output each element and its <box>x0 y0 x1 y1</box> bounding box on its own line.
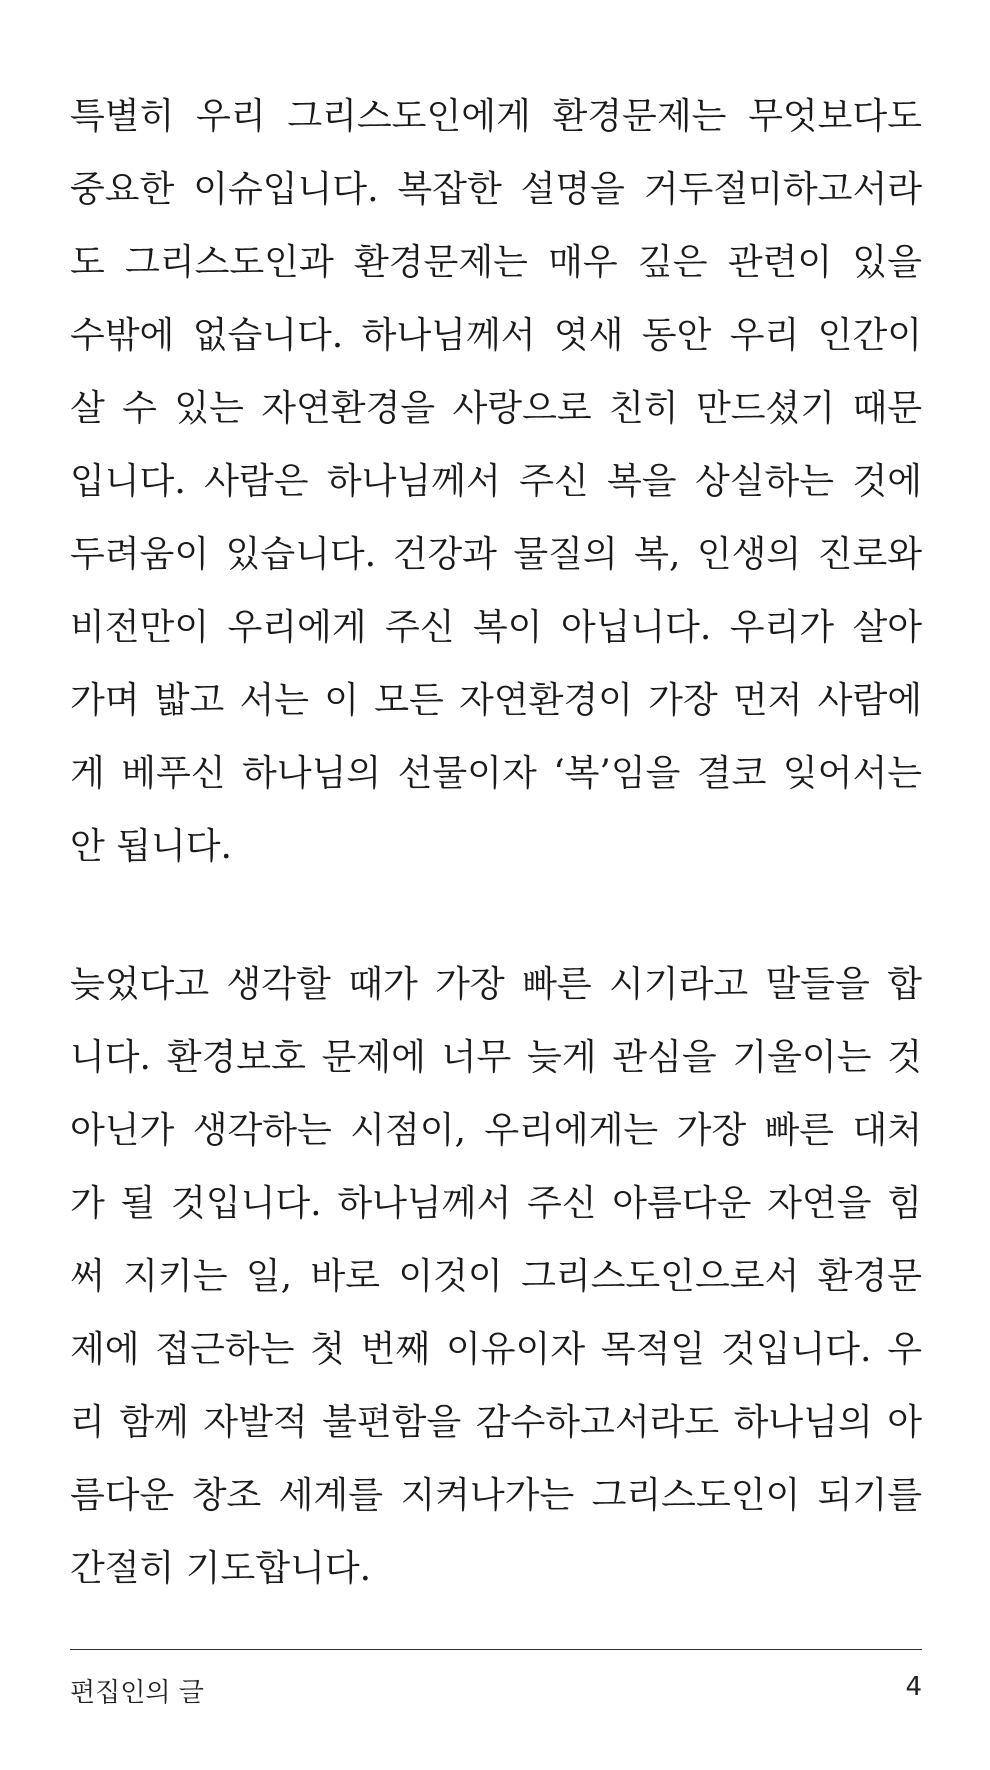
article-body <box>70 80 922 1605</box>
text-line: 가 될 것입니다. 하나님께서 주신 아름다운 자연을 힘 <box>70 1183 922 1224</box>
paragraph-1 <box>70 80 922 883</box>
text-line: 써 지키는 일, 바로 이것이 그리스도인으로서 환경문 <box>70 1256 922 1297</box>
text-line: 가며 밟고 서는 이 모든 자연환경이 가장 먼저 사람에 <box>70 680 922 721</box>
text-line: 수밖에 없습니다. 하나님께서 엿새 동안 우리 인간이 <box>70 315 922 356</box>
footer-divider <box>70 1649 922 1650</box>
text-line: 살 수 있는 자연환경을 사랑으로 친히 만드셨기 때문 <box>70 388 922 429</box>
footer-section-title: 편집인의 글 <box>70 1678 204 1708</box>
paragraph-2 <box>70 948 922 1605</box>
text-line: 비전만이 우리에게 주신 복이 아닙니다. 우리가 살아 <box>70 607 922 648</box>
text-line: 안 됩니다. <box>70 826 232 867</box>
text-line: 두려움이 있습니다. 건강과 물질의 복, 인생의 진로와 <box>70 534 922 575</box>
text-line: 간절히 기도합니다. <box>70 1548 372 1589</box>
text-line: 리 함께 자발적 불편함을 감수하고서라도 하나님의 아 <box>70 1402 922 1443</box>
text-line: 입니다. 사람은 하나님께서 주신 복을 상실하는 것에 <box>70 461 922 502</box>
footer-page-number: 4 <box>905 1672 922 1702</box>
text-line: 특별히 우리 그리스도인에게 환경문제는 무엇보다도 <box>70 96 922 137</box>
text-line: 름다운 창조 세계를 지켜나가는 그리스도인이 되기를 <box>70 1475 922 1516</box>
text-line: 니다. 환경보호 문제에 너무 늦게 관심을 기울이는 것 <box>70 1037 922 1078</box>
text-line: 도 그리스도인과 환경문제는 매우 깊은 관련이 있을 <box>70 242 922 283</box>
text-line: 중요한 이슈입니다. 복잡한 설명을 거두절미하고서라 <box>70 169 922 210</box>
text-line: 늦었다고 생각할 때가 가장 빠른 시기라고 말들을 합 <box>70 964 922 1005</box>
text-line: 제에 접근하는 첫 번째 이유이자 목적일 것입니다. 우 <box>70 1329 922 1370</box>
text-line: 아닌가 생각하는 시점이, 우리에게는 가장 빠른 대처 <box>70 1110 922 1151</box>
text-line: 게 베푸신 하나님의 선물이자 ‘복’임을 결코 잊어서는 <box>70 753 922 794</box>
